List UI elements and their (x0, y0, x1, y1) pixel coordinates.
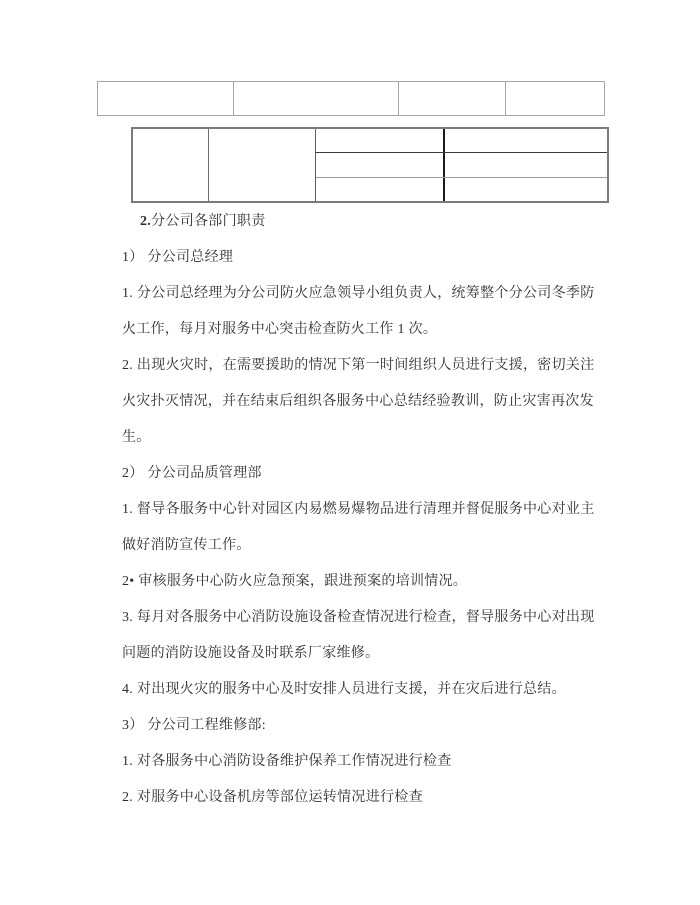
table-cell (316, 129, 445, 152)
body-text-line: 问题的消防设施设备及时联系厂家维修。 (122, 646, 380, 661)
table-cell (98, 82, 234, 115)
heading-number: 2. (140, 214, 152, 229)
subsection-heading: 1） 分公司总经理 (122, 250, 234, 265)
table-subgrid (316, 129, 607, 201)
table-cell (399, 82, 506, 115)
body-text-line: 1. 分公司总经理为分公司防火应急领导小组负责人，统筹整个分公司冬季防 (122, 286, 595, 301)
body-text-line: 做好消防宣传工作。 (122, 538, 251, 553)
table-cell (234, 82, 399, 115)
table-cell (445, 178, 607, 201)
body-text-line: 2. 出现火灾时，在需要援助的情况下第一时间组织人员进行支援，密切关注 (122, 358, 595, 373)
table-cell (316, 178, 445, 201)
body-text-line: 火灾扑灭情况，并在结束后组织各服务中心总结经验教训，防止灾害再次发 (122, 394, 594, 409)
table-fragment-nested (131, 127, 609, 203)
body-text-line: 生。 (122, 430, 151, 445)
subsection-heading: 3） 分公司工程维修部: (122, 718, 266, 733)
body-text-line: 3. 每月对各服务中心消防设施设备检查情况进行检查，督导服务中心对出现 (122, 610, 595, 625)
body-text-line: 1. 督导各服务中心针对园区内易燃易爆物品进行清理并督促服务中心对业主 (122, 502, 595, 517)
body-text-line: 4. 对出现火灾的服务中心及时安排人员进行支援，并在灾后进行总结。 (122, 682, 566, 697)
table-cell (445, 153, 607, 176)
table-subrow (316, 152, 607, 176)
table-fragment-top (97, 81, 605, 116)
body-text-line: 火工作，每月对服务中心突击检查防火工作 1 次。 (122, 322, 438, 337)
table-cell-merged (133, 129, 209, 201)
table-cell (445, 129, 607, 152)
subsection-heading: 2） 分公司品质管理部 (122, 466, 262, 481)
table-subrow (316, 177, 607, 201)
table-cell (316, 153, 445, 176)
body-text-line: 1. 对各服务中心消防设备维护保养工作情况进行检查 (122, 754, 452, 769)
table-subrow (316, 129, 607, 152)
table-cell (506, 82, 604, 115)
section-heading: 2.分公司各部门职责 (140, 214, 266, 229)
table-cell-merged (209, 129, 316, 201)
body-text-line: 2• 审核服务中心防火应急预案，跟进预案的培训情况。 (122, 574, 468, 589)
body-text-line: 2. 对服务中心设备机房等部位运转情况进行检查 (122, 790, 423, 805)
document-body (122, 204, 595, 816)
